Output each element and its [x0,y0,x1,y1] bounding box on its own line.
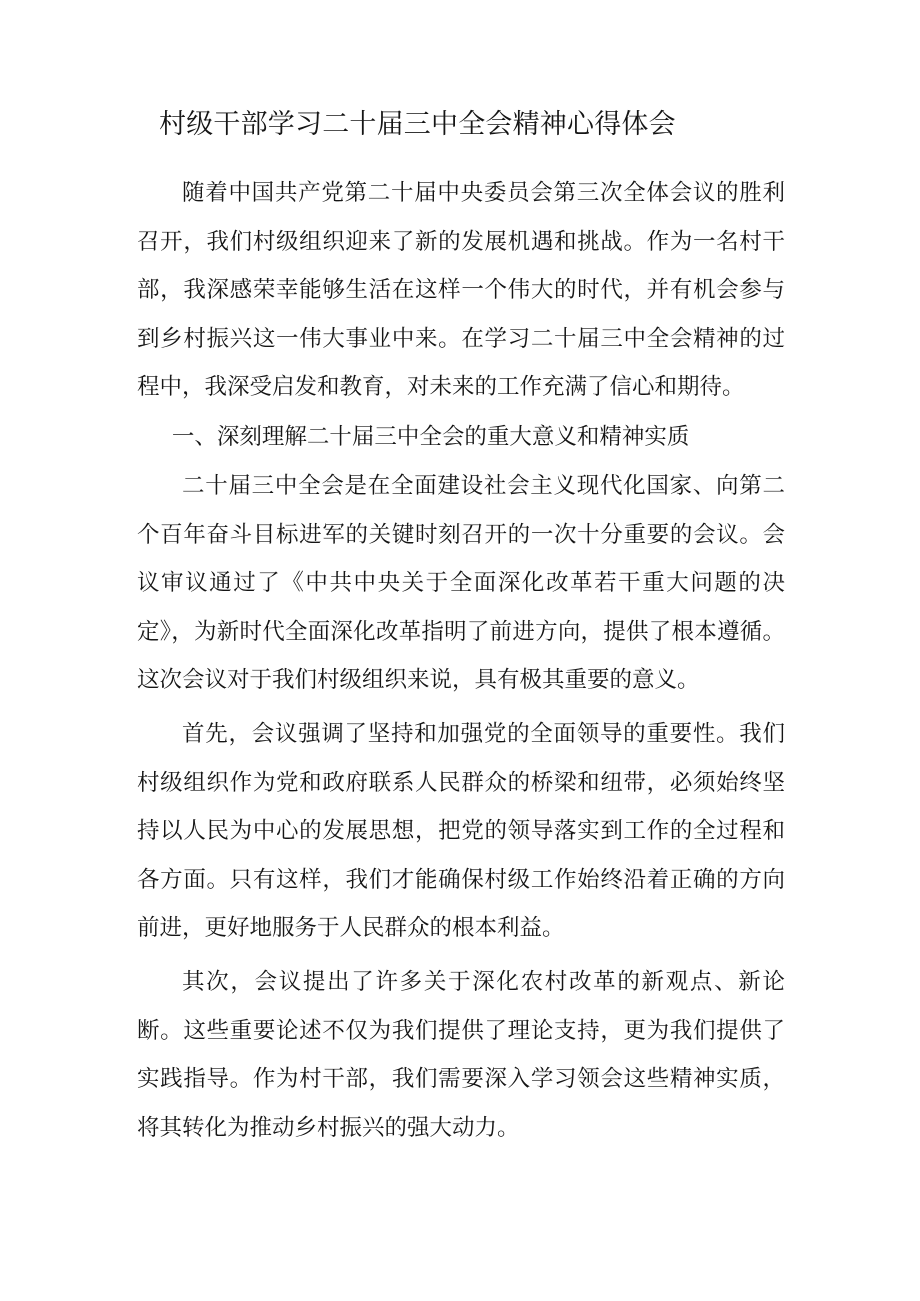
document-body [137,169,785,1152]
section-heading: 一、深刻理解二十届三中全会的重大意义和精神实质 [171,423,690,450]
body-paragraph: 首先，会议强调了坚持和加强党的全面领导的重要性。我们村级组织作为党和政府联系人民群众的桥梁和纽带，必须始终坚持以人民为中心的发展思想，把党的领导落实到工作的全过程和各方面。只有这样，我们才能确保村级工作始终沿着正确的方向前进，更好地服务于人民群众的根本利益。 [137,720,785,942]
document-title: 村级干部学习二十届三中全会精神心得体会 [159,109,676,140]
intro-paragraph: 随着中国共产党第二十届中央委员会第三次全体会议的胜利召开，我们村级组织迎来了新的发展机遇和挑战。作为一名村干部，我深感荣幸能够生活在这样一个伟大的时代，并有机会参与到乡村振兴这一伟大事业中来。在学习二十届三中全会精神的过程中，我深受启发和教育，对未来的工作充满了信心和期待。 [137,180,785,401]
body-paragraph: 其次，会议提出了许多关于深化农村改革的新观点、新论断。这些重要论述不仅为我们提供了理论支持，更为我们提供了实践指导。作为村干部，我们需要深入学习领会这些精神实质，将其转化为推动乡村振兴的强大动力。 [137,968,785,1141]
body-paragraph: 二十届三中全会是在全面建设社会主义现代化国家、向第二个百年奋斗目标进军的关键时刻召开的一次十分重要的会议。会议审议通过了《中共中央关于全面深化改革若干重大问题的决定》，为新时代全面深化改革指明了前进方向，提供了根本遵循。这次会议对于我们村级组织来说，具有极其重要的意义。 [137,472,785,694]
